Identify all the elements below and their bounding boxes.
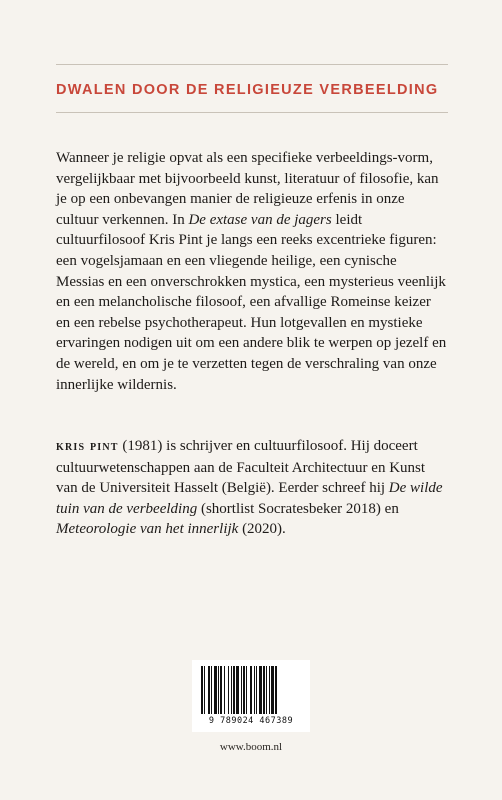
barcode-bar	[214, 666, 217, 714]
book-blurb	[56, 148, 448, 395]
barcode-bar	[271, 666, 274, 714]
barcode	[192, 660, 310, 732]
barcode-bar	[211, 666, 212, 714]
cover-heading: DWALEN DOOR DE RELIGIEUZE VERBEELDING	[56, 82, 439, 98]
barcode-bar	[275, 666, 277, 714]
barcode-bar	[246, 666, 247, 714]
barcode-bar	[250, 666, 252, 714]
barcode-bar	[241, 666, 242, 714]
barcode-bar	[259, 666, 262, 714]
author-bio	[56, 436, 448, 540]
barcode-bar	[243, 666, 245, 714]
barcode-bar	[208, 666, 210, 714]
top-divider	[56, 64, 448, 65]
barcode-bar	[236, 666, 239, 714]
barcode-isbn: 9 789024 467389	[208, 716, 294, 726]
publisher-url: www.boom.nl	[219, 741, 283, 753]
author-name: kris pint	[56, 439, 119, 454]
barcode-bar	[263, 666, 265, 714]
barcode-bar	[233, 666, 235, 714]
barcode-bar	[201, 666, 203, 714]
barcode-bar	[218, 666, 219, 714]
barcode-bar	[224, 666, 225, 714]
heading-divider	[56, 112, 448, 113]
bio-text-2: (shortlist Socratesbeker 2018) en	[197, 500, 399, 517]
bio-text-1: (1981) is schrijver en cultuurfilosoof. Hij doceert cultuurwetenschappen aan de Faculteit Architectuur en Kunst van de Universiteit Hasselt (België). Eerder schreef hij	[56, 438, 426, 497]
blurb-book-title: De extase van de jagers	[188, 211, 332, 228]
barcode-bars	[200, 666, 302, 716]
barcode-bar	[204, 666, 205, 714]
barcode-bar	[269, 666, 270, 714]
barcode-bar	[256, 666, 257, 714]
bio-text-3: (2020).	[238, 521, 286, 538]
barcode-bar	[220, 666, 222, 714]
barcode-bar	[231, 666, 232, 714]
barcode-bar	[254, 666, 255, 714]
barcode-bar	[228, 666, 229, 714]
barcode-bar	[266, 666, 267, 714]
bio-book-2: Meteorologie van het innerlijk	[56, 521, 239, 538]
blurb-text-2: leidt cultuurfilosoof Kris Pint je langs een reeks excentrieke figuren: een vogelsjamaan en een vliegende heilige, een cynische Messias en een onverschrokken mystica, een mysterieus veenlijk en een melancholische filosoof, een afvallige Romeinse keizer en een rebelse psychotherapeut. Hun lotgevallen en mystieke ervaringen nodigen uit om een andere blik te werpen op jezelf en de wereld, en om je te verzetten tegen de verschraling van onze innerlijke wildernis.	[56, 211, 447, 393]
blurb-text-1: Wanneer je religie opvat als een specifieke verbeeldings-vorm, vergelijkbaar met bijvoorbeeld kunst, literatuur of filosofie, kan je op een onbevangen manier de religieuze erfenis in onze cultuur verkennen. In	[56, 150, 439, 228]
bio-book-1: De wilde tuin van de verbeelding	[56, 480, 443, 517]
